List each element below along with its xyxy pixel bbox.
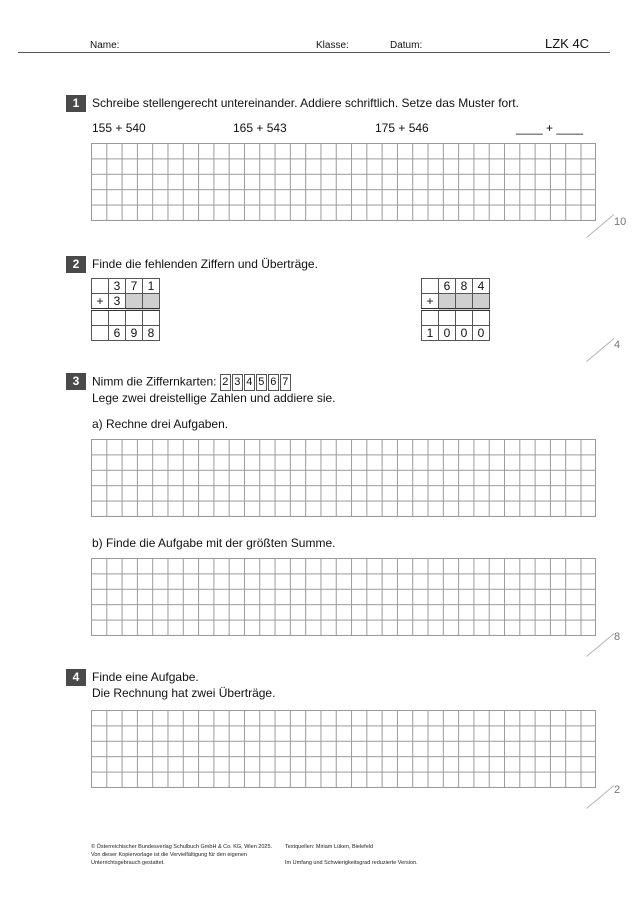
task-3-score-line xyxy=(586,633,614,657)
digit-card: 3 xyxy=(232,374,243,391)
task-2-right-addition xyxy=(421,278,490,341)
cell: 8 xyxy=(456,279,473,294)
task-1-problem-3: 175 + 546 xyxy=(375,121,429,135)
task-3-part-a: a) Rechne drei Aufgaben. xyxy=(92,417,229,431)
cell: 7 xyxy=(126,279,143,294)
task-2-instruction: Finde die fehlenden Ziffern und Überträge. xyxy=(92,257,318,271)
name-label: Name: xyxy=(90,40,120,51)
task-1-score: 10 xyxy=(614,216,627,228)
page-title: LZK 4C xyxy=(545,36,590,51)
task-2-score: 4 xyxy=(614,339,621,351)
class-label: Klasse: xyxy=(316,40,349,51)
cell: 3 xyxy=(109,279,126,294)
cell: 1 xyxy=(143,279,160,294)
missing-digit-cell[interactable] xyxy=(439,294,456,310)
footer-line: Unterrichtsgebrauch gestattet. xyxy=(91,860,165,866)
missing-digit-cell[interactable] xyxy=(126,294,143,310)
missing-digit-cell[interactable] xyxy=(456,294,473,310)
digit-card: 5 xyxy=(256,374,267,391)
footer-line: © Österreichischer Bundesverlag Schulbuch GmbH & Co. KG, Wien 2025. xyxy=(91,844,273,850)
task-3-score: 8 xyxy=(614,631,621,643)
task-2-number: 2 xyxy=(66,256,86,273)
task-3-number: 3 xyxy=(66,373,86,390)
digit-card: 4 xyxy=(244,374,255,391)
cell: 0 xyxy=(473,326,490,341)
footer-line: Im Umfang und Schwierigkeitsgrad reduzierte Version. xyxy=(285,860,418,866)
task-4-number: 4 xyxy=(66,669,86,686)
task-3-instruction-prefix: Nimm die Ziffernkarten: xyxy=(92,374,217,389)
task-1-grid[interactable] xyxy=(91,143,596,221)
cell: 9 xyxy=(126,326,143,341)
task-3-instruction-line2: Lege zwei dreistellige Zahlen und addiere sie. xyxy=(92,391,336,405)
cell: 1 xyxy=(422,326,439,341)
task-1-problem-4: ____ + ____ xyxy=(516,121,584,135)
cell: + xyxy=(422,294,439,310)
missing-digit-cell[interactable] xyxy=(473,294,490,310)
task-4-line2: Die Rechnung hat zwei Überträge. xyxy=(92,686,276,700)
task-2-score-line xyxy=(586,338,614,362)
task-1-instruction: Schreibe stellengerecht untereinander. Addiere schriftlich. Setze das Muster fort. xyxy=(92,96,519,110)
cell: 4 xyxy=(473,279,490,294)
carry-cell[interactable] xyxy=(456,310,473,326)
carry-cell[interactable] xyxy=(422,310,439,326)
cell xyxy=(422,279,439,294)
footer-line xyxy=(285,851,418,859)
cell: 0 xyxy=(439,326,456,341)
header-divider xyxy=(18,52,610,53)
carry-cell[interactable] xyxy=(143,310,160,326)
cell: 6 xyxy=(439,279,456,294)
carry-cell[interactable] xyxy=(92,310,109,326)
carry-cell[interactable] xyxy=(473,310,490,326)
carry-cell[interactable] xyxy=(109,310,126,326)
task-3b-grid[interactable] xyxy=(91,558,596,636)
task-3a-grid[interactable] xyxy=(91,439,596,517)
task-1-number: 1 xyxy=(66,95,86,112)
cell xyxy=(92,326,109,341)
task-4-grid[interactable] xyxy=(91,710,596,788)
task-4-score: 2 xyxy=(614,784,621,796)
missing-digit-cell[interactable] xyxy=(143,294,160,310)
task-2-left-addition xyxy=(91,278,160,341)
carry-cell[interactable] xyxy=(439,310,456,326)
footer-copyright xyxy=(91,843,272,867)
task-4-score-line xyxy=(586,785,614,809)
digit-card: 6 xyxy=(268,374,279,391)
cell: 8 xyxy=(143,326,160,341)
cell: 0 xyxy=(456,326,473,341)
cell xyxy=(92,279,109,294)
digit-card: 7 xyxy=(280,374,291,391)
task-1-problem-1: 155 + 540 xyxy=(92,121,146,135)
task-3-part-b: b) Finde die Aufgabe mit der größten Summe. xyxy=(92,536,336,550)
digit-card: 2 xyxy=(220,374,231,391)
date-label: Datum: xyxy=(390,40,423,51)
footer-line: Textquellen: Miriam Lüken, Bielefeld xyxy=(285,844,374,850)
task-1-problem-2: 165 + 543 xyxy=(233,121,287,135)
cell: 6 xyxy=(109,326,126,341)
footer-line: Von dieser Kopiervorlage ist die Vervielfältigung für den eigenen xyxy=(91,852,247,858)
footer-sources xyxy=(285,843,418,867)
cell: 3 xyxy=(109,294,126,310)
carry-cell[interactable] xyxy=(126,310,143,326)
task-4-line1: Finde eine Aufgabe. xyxy=(92,670,199,684)
cell: + xyxy=(92,294,109,310)
task-3-instruction xyxy=(92,374,292,391)
